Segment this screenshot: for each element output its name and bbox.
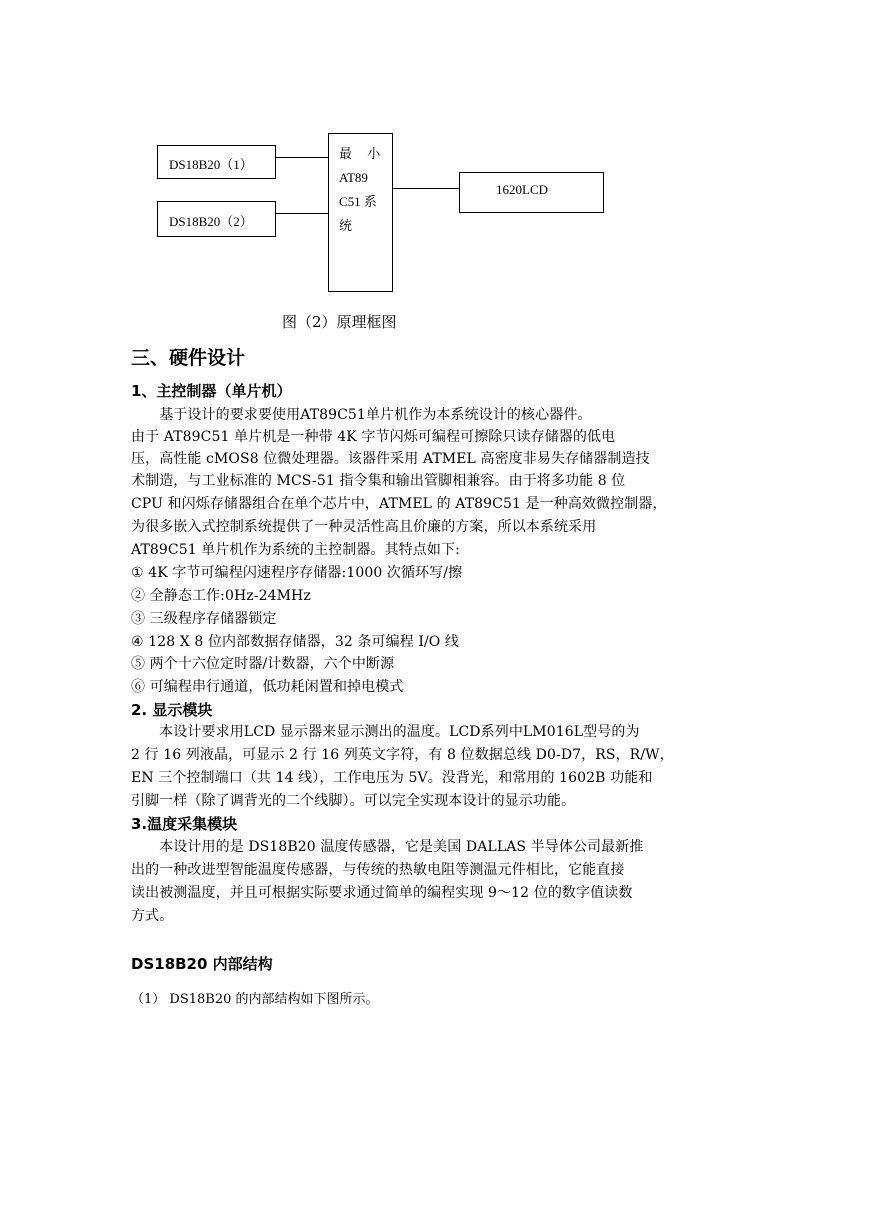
mcu-label-line: 统 (339, 218, 353, 233)
paragraph-line: 方式。 (131, 908, 174, 924)
lcd-box (459, 172, 604, 213)
mcu-label-line: 最 小 (339, 146, 387, 161)
subsection-title-temperature: 3.温度采集模块 (131, 815, 238, 833)
connector-sensor2-mcu (276, 213, 328, 214)
connector-sensor1-mcu (276, 157, 328, 158)
paragraph-line: 2 行 16 列液晶，可显示 2 行 16 列英文字符，有 8 位数据总线 D0-D7，RS，R/W， (131, 747, 674, 763)
paragraph-line: 本设计用的是 DS18B20 温度传感器，它是美国 DALLAS 半导体公司最新推 (131, 839, 644, 855)
paragraph-line: 术制造，与工业标准的 MCS-51 指令集和输出管脚相兼容。由于将多功能 8 位 (131, 473, 626, 489)
mcu-box (328, 133, 393, 292)
sensor2-label: DS18B20（2） (169, 214, 253, 229)
feature-item: ⑤ 两个十六位定时器/计数器，六个中断源 (131, 656, 395, 672)
paragraph-line: 读出被测温度，并且可根据实际要求通过简单的编程实现 9～12 位的数字值读数 (131, 885, 633, 901)
paragraph-line: CPU 和闪烁存储器组合在单个芯片中，ATMEL 的 AT89C51 是一种高效微控制器， (131, 496, 667, 512)
feature-item: ① 4K 字节可编程闪速程序存储器:1000 次循环写/擦 (131, 565, 463, 581)
paragraph-line: 由于 AT89C51 单片机是一种带 4K 字节闪烁可编程可擦除只读存储器的低电 (131, 429, 616, 445)
subsection-title-controller: 1、主控制器（单片机） (131, 382, 292, 400)
ds18b20-structure-title: DS18B20 内部结构 (131, 955, 273, 973)
paragraph-line: 为很多嵌入式控制系统提供了一种灵活性高且价廉的方案，所以本系统采用 (131, 519, 597, 535)
feature-item: ③ 三级程序存储器锁定 (131, 611, 277, 627)
paragraph-line: 压，高性能 cMOS8 位微处理器。该器件采用 ATMEL 高密度非易失存储器制造技 (131, 451, 650, 467)
lcd-label: 1620LCD (496, 182, 548, 197)
paragraph-line: EN 三个控制端口（共 14 线），工作电压为 5V。没背光，和常用的 1602B 功能和 (131, 770, 653, 786)
feature-item: ② 全静态工作:0Hz-24MHz (131, 588, 311, 604)
feature-item: ⑥ 可编程串行通道，低功耗闲置和掉电模式 (131, 679, 404, 695)
paragraph-line: 本设计要求用LCD 显示器来显示测出的温度。LCD系列中LM016L型号的为 (131, 724, 640, 740)
paragraph-line: 基于设计的要求要使用AT89C51单片机作为本系统设计的核心器件。 (131, 407, 592, 423)
sensor1-box (157, 145, 276, 179)
feature-item: ④ 128 X 8 位内部数据存储器，32 条可编程 I/O 线 (131, 634, 460, 650)
ds18b20-structure-note: （1） DS18B20 的内部结构如下图所示。 (131, 992, 379, 1007)
connector-mcu-lcd (393, 188, 459, 189)
mcu-label-line: AT89 (339, 170, 368, 185)
section-title: 三、硬件设计 (131, 347, 246, 369)
paragraph-line: AT89C51 单片机作为系统的主控制器。其特点如下: (131, 542, 460, 558)
sensor1-label: DS18B20（1） (169, 157, 253, 172)
paragraph-line: 出的一种改进型智能温度传感器，与传统的热敏电阻等测温元件相比，它能直接 (131, 862, 625, 878)
subsection-title-display: 2. 显示模块 (131, 701, 213, 719)
paragraph-line: 引脚一样（除了调背光的二个线脚）。可以完全实现本设计的显示功能。 (131, 793, 576, 809)
mcu-label-line: C51 系 (339, 194, 377, 209)
figure-caption: 图（2）原理框图 (282, 313, 397, 331)
sensor2-box (157, 201, 276, 237)
